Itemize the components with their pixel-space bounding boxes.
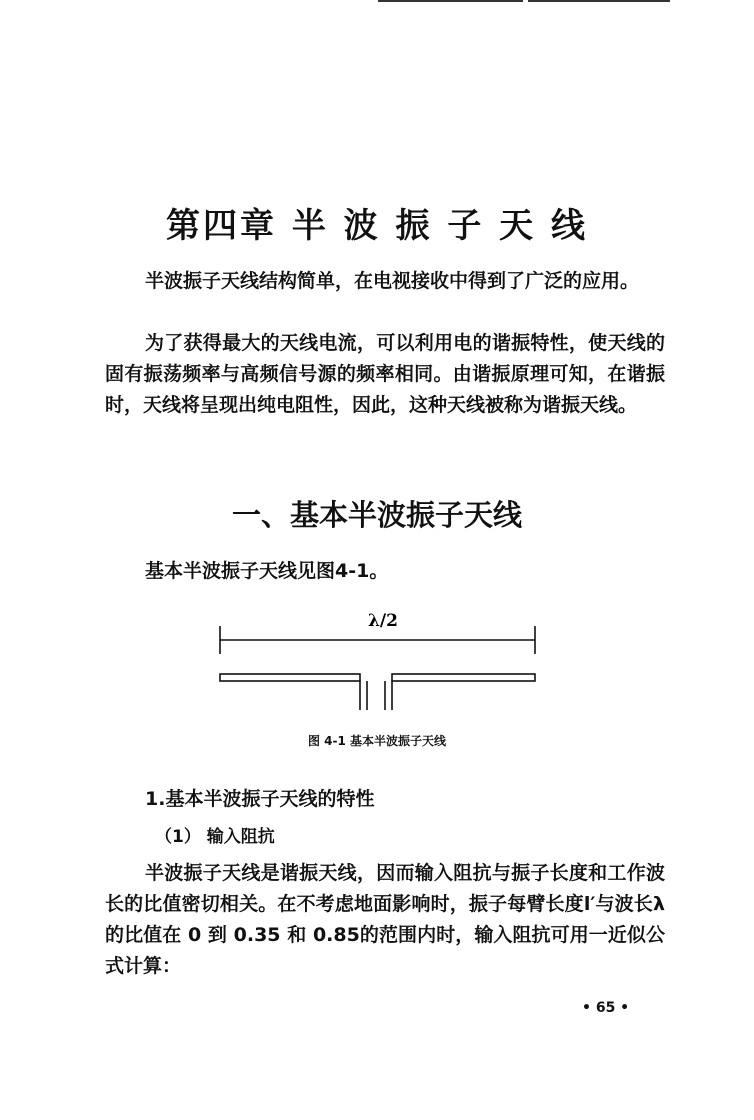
right-dipole-arm: [392, 674, 535, 681]
subsection-paragraph: 半波振子天线是谐振天线，因而输入阻抗与振子长度和工作波长的比值密切相关。在不考虑地面影响时，振子每臂长度l′与波长λ的比值在 0 到 0.35 和 0.85的范围内时，输入阻抗可用一近似公式计算：: [105, 862, 665, 977]
dipole-diagram: [210, 610, 550, 710]
intro-paragraph-2: 为了获得最大的天线电流，可以利用电的谐振特性，使天线的固有振荡频率与高频信号源的频率相同。由谐振原理可知，在谐振时，天线将呈现出纯电阻性，因此，这种天线被称为谐振天线。: [105, 332, 665, 416]
top-edge-rule: [378, 0, 523, 2]
intro-paragraph-1: 半波振子天线结构简单，在电视接收中得到了广泛的应用。: [145, 270, 640, 292]
subsection-item-heading: （1） 输入阻抗: [155, 827, 275, 847]
top-edge-rule: [528, 0, 670, 2]
chapter-title: 第四章 半 波 振 子 天 线: [165, 206, 589, 246]
section-lead-paragraph: 基本半波振子天线见图4-1。: [145, 560, 389, 582]
section-title: 一、基本半波振子天线: [231, 498, 522, 532]
half-wavelength-label: λ/2: [368, 611, 398, 631]
dipole-figure: [210, 610, 550, 710]
subsection-title: 1.基本半波振子天线的特性: [145, 788, 375, 810]
left-dipole-arm: [220, 674, 360, 681]
figure-caption: 图 4-1 基本半波振子天线: [307, 734, 447, 748]
page-number: • 65 •: [582, 1000, 630, 1016]
